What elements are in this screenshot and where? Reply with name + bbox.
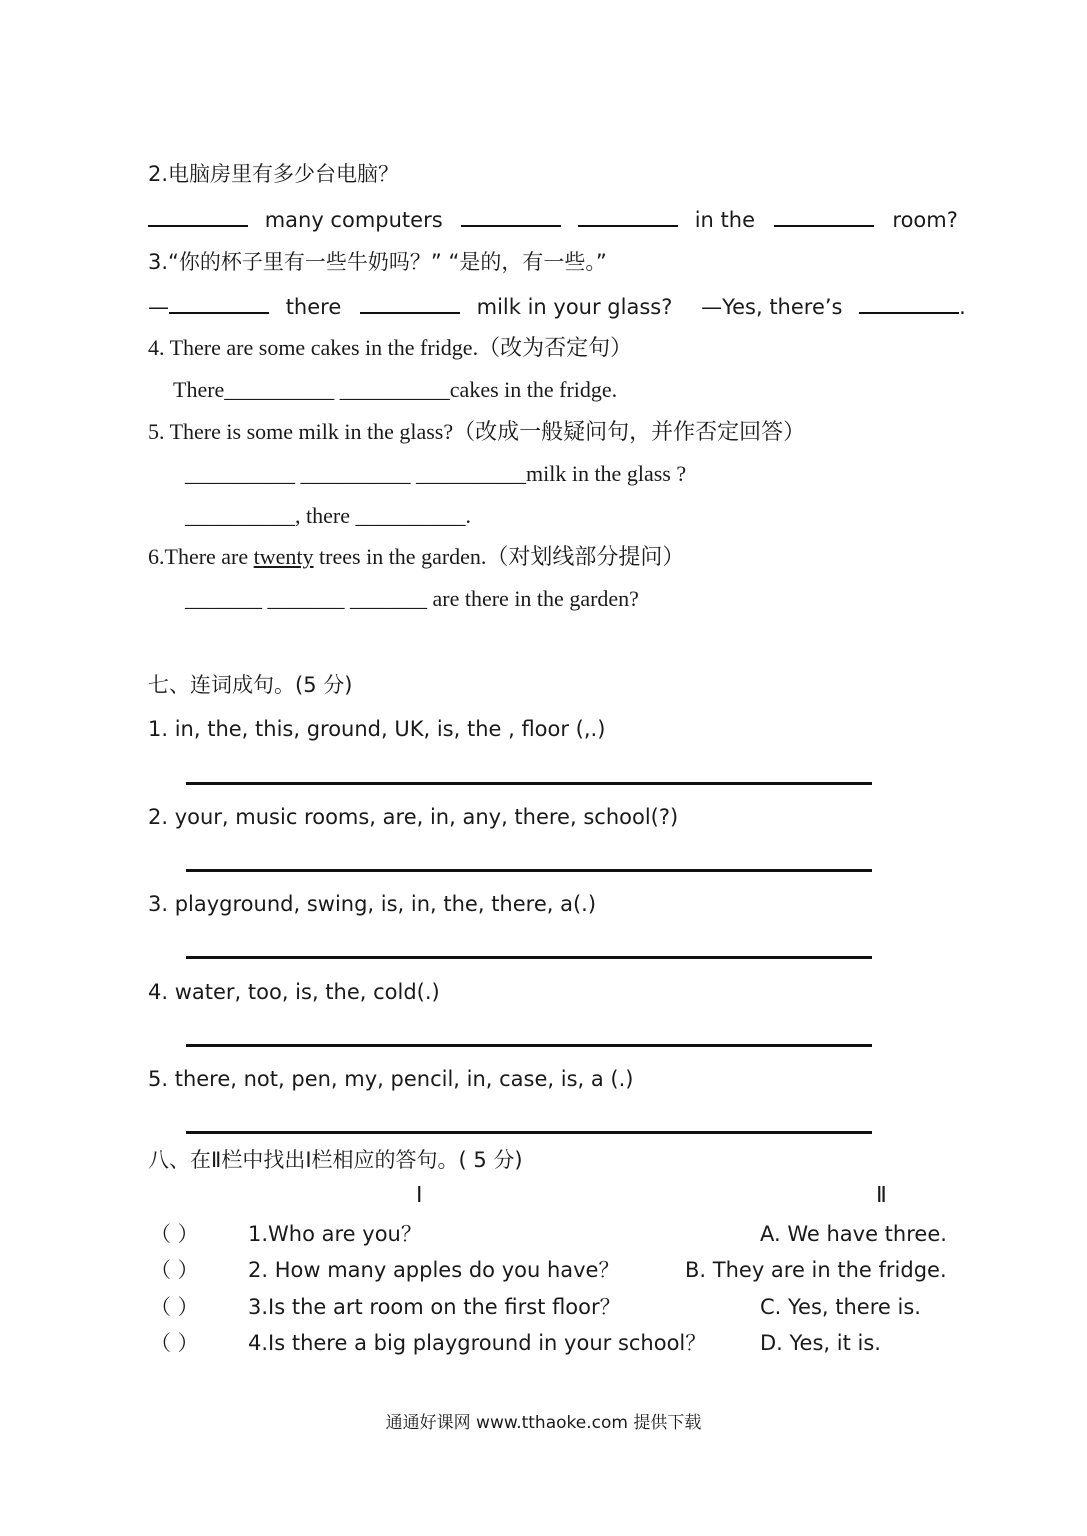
section7-item-3: 3. playground, swing, is, in, the, there, a(.) bbox=[148, 892, 597, 916]
answer-b: B. They are in the fridge. bbox=[685, 1258, 947, 1282]
question-1: 1.Who are you？ bbox=[248, 1222, 422, 1246]
answer-d: D. Yes, it is. bbox=[760, 1331, 881, 1355]
blank[interactable] bbox=[461, 207, 561, 227]
q5-prompt: 5. There is some milk in the glass?（改成一般疑问句，并作否定回答） bbox=[148, 419, 806, 444]
section8-title: 八、在Ⅱ栏中找出Ⅰ栏相应的答句。( 5 分) bbox=[148, 1148, 523, 1172]
q2-text-1: many computers bbox=[264, 208, 443, 232]
q3-text-2: milk in your glass? bbox=[476, 295, 673, 319]
column-2-heading: Ⅱ bbox=[876, 1182, 887, 1207]
q4-answer: There__________ __________cakes in the fridge. bbox=[173, 377, 618, 402]
answer-paren[interactable]: （ ） bbox=[150, 1295, 199, 1319]
q3-text-1: there bbox=[285, 295, 342, 319]
blank[interactable] bbox=[360, 294, 460, 314]
q3-text-3: —Yes, there’s bbox=[701, 295, 843, 319]
answer-a: A. We have three. bbox=[760, 1222, 947, 1246]
q3-prompt: 3.“你的杯子里有一些牛奶吗？” “是的，有一些。” bbox=[148, 250, 607, 274]
page-footer: 通通好课网 www.tthaoke.com 提供下载 bbox=[385, 1413, 702, 1433]
answer-paren[interactable]: （ ） bbox=[150, 1222, 199, 1246]
question-4: 4.Is there a big playground in your school？ bbox=[248, 1331, 707, 1355]
blank[interactable] bbox=[148, 207, 248, 227]
section7-title: 七、连词成句。(5 分) bbox=[148, 673, 353, 697]
q6-underlined-word: twenty bbox=[253, 544, 314, 569]
q6-prompt-post: trees in the garden.（对划线部分提问） bbox=[313, 544, 685, 569]
section7-item-2: 2. your, music rooms, are, in, any, there, school(?) bbox=[148, 805, 679, 829]
blank[interactable] bbox=[774, 207, 874, 227]
answer-paren[interactable]: （ ） bbox=[150, 1258, 199, 1282]
answer-c: C. Yes, there is. bbox=[760, 1295, 921, 1319]
q2-text-2: in the bbox=[694, 208, 756, 232]
blank[interactable] bbox=[169, 294, 269, 314]
answer-line[interactable] bbox=[186, 869, 872, 872]
answer-line[interactable] bbox=[186, 782, 872, 785]
answer-line[interactable] bbox=[186, 956, 872, 959]
dash: — bbox=[148, 295, 169, 319]
q5-answer-2: __________, there __________. bbox=[185, 503, 471, 528]
blank[interactable] bbox=[578, 207, 678, 227]
answer-line[interactable] bbox=[186, 1131, 872, 1134]
blank[interactable] bbox=[859, 294, 959, 314]
section7-item-5: 5. there, not, pen, my, pencil, in, case, is, a (.) bbox=[148, 1067, 634, 1091]
section7-item-1: 1. in, the, this, ground, UK, is, the , floor (,.) bbox=[148, 717, 606, 741]
question-3: 3.Is the art room on the first floor？ bbox=[248, 1295, 621, 1319]
column-1-heading: Ⅰ bbox=[416, 1182, 423, 1207]
q4-prompt: 4. There are some cakes in the fridge.（改为否定句） bbox=[148, 335, 633, 360]
q5-answer-1: __________ __________ __________milk in the glass ? bbox=[185, 461, 687, 486]
q6-prompt bbox=[148, 543, 684, 571]
q3-answer-line bbox=[148, 293, 966, 321]
q2-answer-line bbox=[148, 206, 958, 234]
q2-text-3: room? bbox=[892, 208, 958, 232]
q2-prompt: 2.电脑房里有多少台电脑？ bbox=[148, 162, 400, 186]
q6-prompt-pre: 6.There are bbox=[148, 544, 254, 569]
answer-paren[interactable]: （ ） bbox=[150, 1331, 199, 1355]
question-2: 2. How many apples do you have？ bbox=[248, 1258, 620, 1282]
q6-answer: _______ _______ _______ are there in the garden? bbox=[185, 586, 639, 611]
answer-line[interactable] bbox=[186, 1044, 872, 1047]
section7-item-4: 4. water, too, is, the, cold(.) bbox=[148, 980, 440, 1004]
period: . bbox=[959, 295, 966, 319]
